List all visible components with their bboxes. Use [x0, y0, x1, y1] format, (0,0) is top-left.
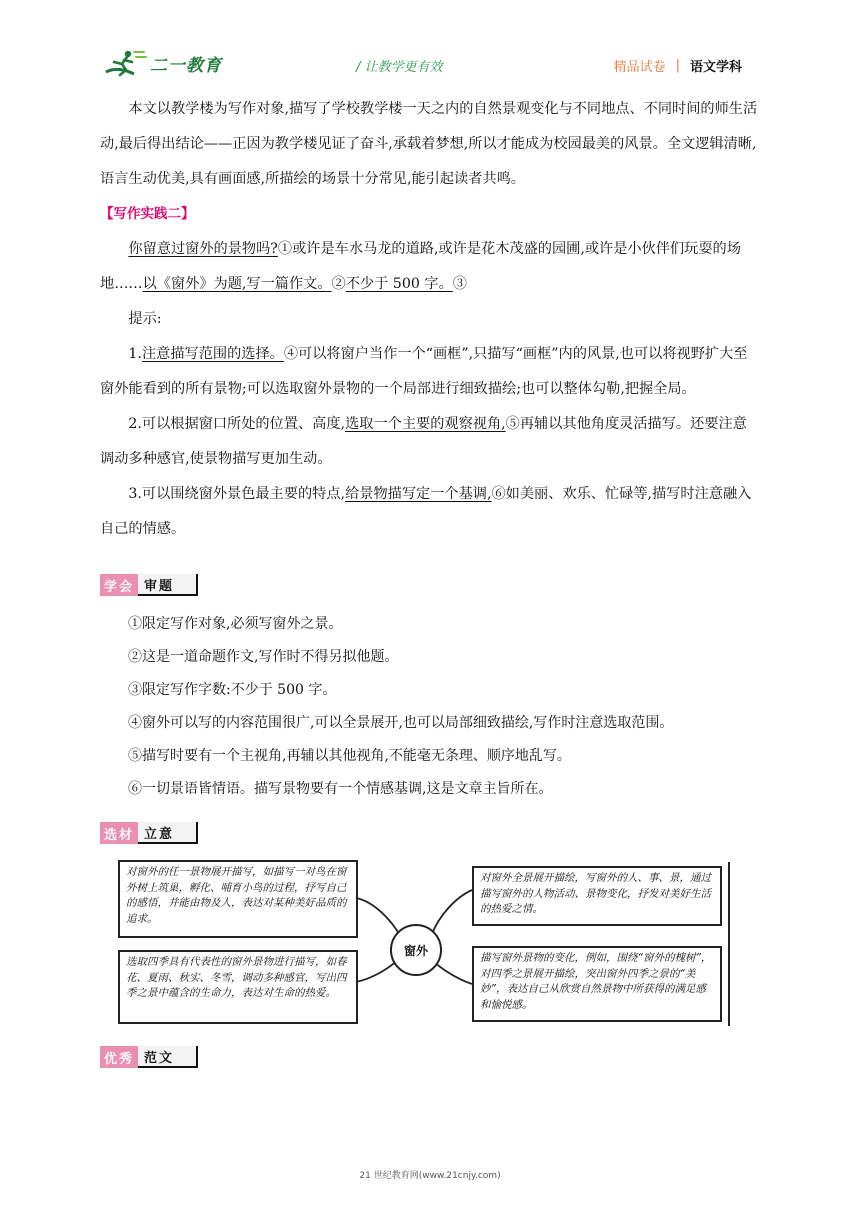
tip-1-text: ④可以将窗户当作一个“画框”,只描写“画框”内的风景,也可以将视野扩大至窗外能看到的所有景物;可以选取窗外景物的一个局部进行细致描绘;也可以整体勾勒,把握全局。	[100, 346, 748, 397]
prompt-underline-1: 你留意过窗外的景物吗?	[128, 241, 278, 257]
tag-left: 选材	[100, 822, 138, 844]
tip-3-text-a: 3.可以围绕窗外景色最主要的特点,	[128, 486, 346, 502]
practice-prompt	[100, 232, 760, 302]
slogan: / 让教学更有效	[356, 60, 443, 75]
page-header	[0, 0, 860, 90]
list-item: ⑥一切景语皆情语。描写景物要有一个情感基调,这是文章主旨所在。	[128, 781, 553, 797]
list-item: ①限定写作对象,必须写窗外之景。	[128, 616, 343, 632]
tag-left: 学会	[100, 574, 138, 596]
hint-label: 提示:	[128, 311, 162, 327]
mindmap-box-top-right: 对窗外全景展开描绘，写窗外的人、事、景，通过描写窗外的人物活动、景物变化，抒发对美好生活的热爱之情。	[472, 866, 722, 926]
tag-right: 范文	[138, 1046, 198, 1068]
shenti-list	[100, 608, 760, 806]
tip-2-underline: 选取一个主要的观察视角,	[345, 416, 506, 432]
tip-3-underline: 给景物描写定一个基调,	[345, 486, 492, 502]
mindmap-center: 窗外	[390, 924, 442, 976]
tip-3-text-b: ⑥如美丽、欢乐、忙碌等,描写时注意融入自己的情感。	[100, 486, 752, 537]
prompt-underline-3: 不少于 500 字。	[345, 276, 453, 292]
mindmap-right-rule	[728, 862, 730, 1026]
prompt-underline-2: 以《窗外》为题,写一篇作文。	[142, 276, 332, 292]
tip-2	[100, 407, 760, 477]
mindmap-box-bottom-right: 描写窗外景物的变化，例如，围绕“窗外的槐树”，对四季之景展开描绘，突出窗外四季之景的“美妙”，表达自己从欣赏自然景物中所获得的满足感和愉悦感。	[472, 946, 722, 1022]
list-item: ④窗外可以写的内容范围很广,可以全景展开,也可以局部细致描绘,写作时注意选取范围。	[128, 715, 674, 731]
tag-left: 优秀	[100, 1046, 138, 1068]
section-tag-fanwen	[100, 1046, 198, 1068]
subject-text: 语文学科	[689, 60, 742, 75]
page-footer: 21 世纪教育网(www.21cnjy.com)	[359, 1171, 501, 1181]
list-item: ②这是一道命题作文,写作时不得另拟他题。	[128, 649, 399, 665]
tip-1-number: 1.	[128, 346, 142, 362]
practice-title: 【写作实践二】	[100, 206, 195, 222]
mindmap-box-bottom-left: 选取四季具有代表性的窗外景物进行描写，如春花、夏雨、秋实、冬雪，调动多种感官，写出四季之景中蕴含的生命力，表达对生命的热爱。	[118, 950, 358, 1024]
logo	[104, 48, 222, 78]
mind-map	[114, 854, 734, 1029]
logo-text: 二一教育	[150, 55, 222, 76]
tip-2-text-a: 2.可以根据窗口所处的位置、高度,	[128, 416, 346, 432]
tip-3	[100, 477, 760, 547]
tip-2-text-b: ⑤再辅以其他角度灵活描写。还要注意调动多种感官,使景物描写更加生动。	[100, 416, 747, 467]
prompt-text-1: ①或许是车水马龙的道路,或许是花木茂盛的园圃,或许是小伙伴们玩耍的场地……	[100, 241, 741, 292]
tag-right: 立意	[138, 822, 198, 844]
list-item: ⑤描写时要有一个主视角,再辅以其他视角,不能毫无条理、顺序地乱写。	[128, 748, 571, 764]
tip-1-underline: 注意描写范围的选择。	[141, 346, 284, 362]
header-separator: |	[675, 58, 680, 73]
main-content	[100, 92, 760, 547]
intro-paragraph: 本文以教学楼为写作对象,描写了学校教学楼一天之内的自然景观变化与不同地点、不同时间的师生活动,最后得出结论——正因为教学楼见证了奋斗,承载着梦想,所以才能成为校园最美的风景。全文逻辑清晰,语言生动优美,具有画面感,所描绘的场景十分常见,能引起读者共鸣。	[100, 101, 758, 187]
badge-text: 精品试卷	[613, 60, 666, 75]
mindmap-box-top-left: 对窗外的任一景物展开描写，如描写一对鸟在窗外树上筑巢，孵化、哺育小鸟的过程，抒写自己的感悟，并能由物及人，表达对某种美好品质的追求。	[118, 860, 358, 938]
runner-logo-icon	[104, 48, 148, 78]
section-tag-shenti	[100, 574, 198, 596]
list-item: ③限定写作字数:不少于 500 字。	[128, 682, 337, 698]
tip-1	[100, 337, 760, 407]
prompt-text-3: ③	[452, 276, 467, 292]
header-right	[614, 56, 742, 75]
section-tag-xuancai	[100, 822, 198, 844]
tag-right: 审题	[138, 574, 198, 596]
prompt-text-2: ②	[331, 276, 346, 292]
